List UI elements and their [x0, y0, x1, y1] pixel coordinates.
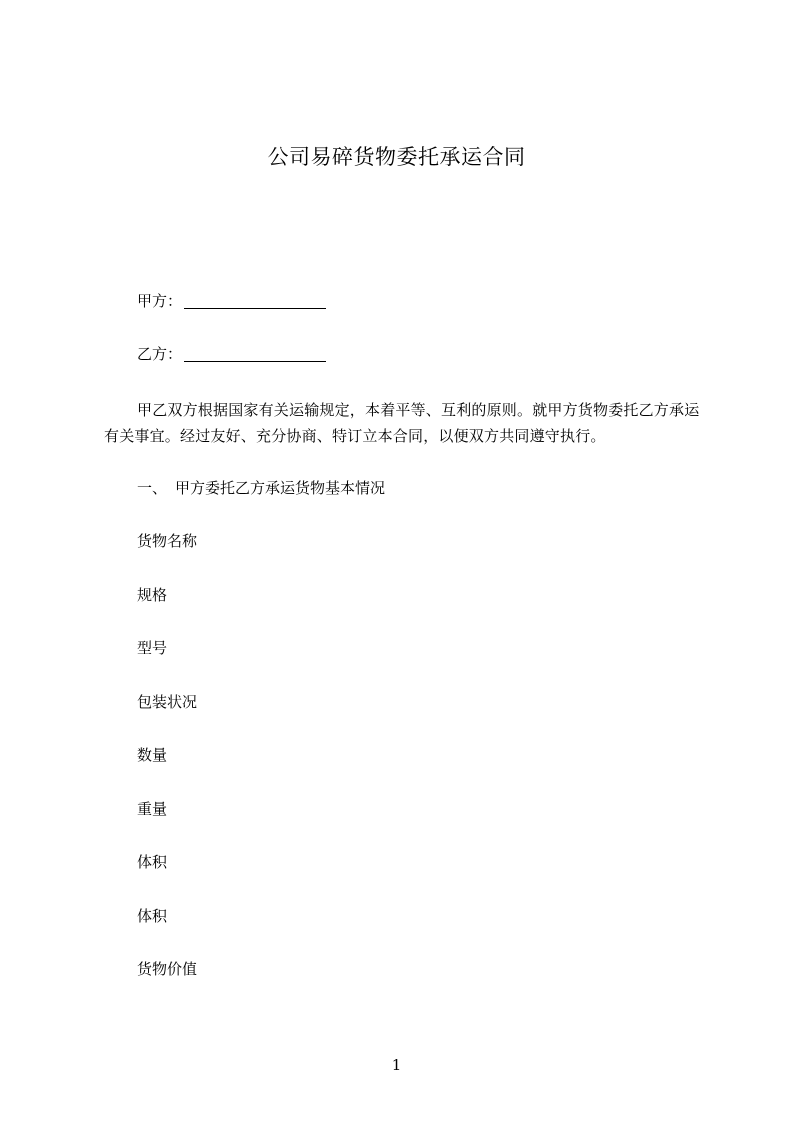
intro-paragraph: 甲乙双方根据国家有关运输规定，本着平等、互利的原则。就甲方货物委托乙方承运有关事宜。经过友好、充分协商、特订立本合同，以便双方共同遵守执行。 [104, 401, 700, 445]
party-b-blank [184, 360, 326, 362]
party-b-line [137, 344, 326, 364]
section-1-title: 甲方委托乙方承运货物基本情况 [175, 479, 386, 497]
section-1-number: 一、 [137, 479, 168, 497]
cargo-info-list [137, 531, 197, 1013]
list-item: 货物价值 [137, 960, 198, 978]
document-title: 公司易碎货物委托承运合同 [267, 145, 526, 169]
list-item: 数量 [137, 746, 168, 764]
list-item: 规格 [137, 585, 168, 604]
section-1-heading [137, 478, 385, 498]
party-a-line [137, 291, 326, 311]
list-item: 体积 [137, 906, 168, 925]
list-item: 型号 [137, 639, 168, 657]
list-item: 体积 [137, 853, 168, 871]
list-item: 重量 [137, 799, 168, 818]
list-item: 包装状况 [137, 692, 198, 711]
page-number: 1 [391, 1056, 402, 1074]
party-a-blank [184, 307, 326, 309]
party-b-label: 乙方： [137, 345, 183, 363]
party-a-label: 甲方： [137, 292, 183, 310]
list-item: 货物名称 [137, 532, 198, 550]
